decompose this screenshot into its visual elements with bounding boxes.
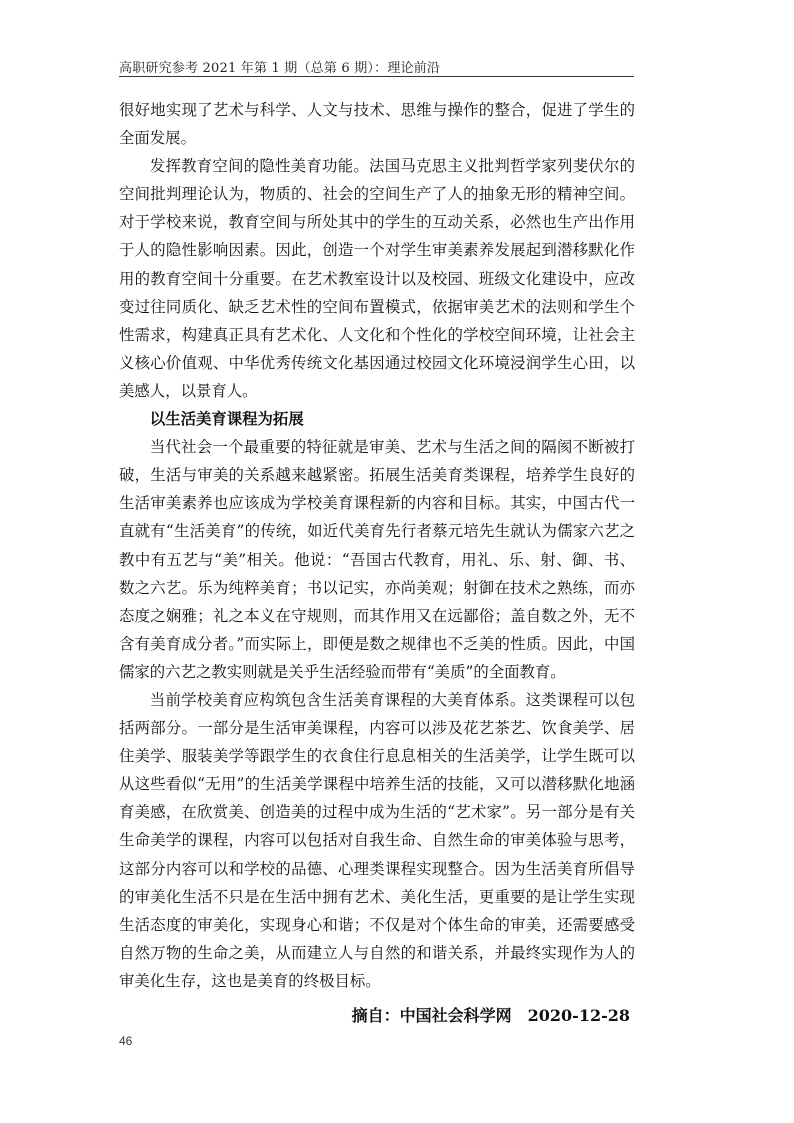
paragraph-life-aesthetics: 当代社会一个最重要的特征就是审美、艺术与生活之间的隔阂不断被打破，生活与审美的关系越来越紧密。拓展生活美育类课程，培养学生良好的生活审美素养也应该成为学校美育课程新的内容和目标。其实，中国古代一直就有“生活美育”的传统，如近代美育先行者蔡元培先生就认为儒家六艺之教中有五艺与“美”相关。他说：“吾国古代教育，用礼、乐、射、御、书、数之六艺。乐为纯粹美育；书以记实，亦尚美观；射御在技术之熟练，而亦态度之娴雅；礼之本义在守规则，而其作用又在远鄙俗；盖自数之外，无不含有美育成分者。”而实际上，即便是数之规律也不乏美的性质。因此，中国儒家的六艺之教实则就是关乎生活经验而带有“美质”的全面教育。: [119, 438, 635, 681]
paragraph-continued: 很好地实现了艺术与科学、人文与技术、思维与操作的整合，促进了学生的全面发展。: [119, 101, 635, 148]
article-body: [119, 96, 635, 995]
paragraph-curriculum-system: 当前学校美育应构筑包含生活美育课程的大美育体系。这类课程可以包括两部分。一部分是生活审美课程，内容可以涉及花艺茶艺、饮食美学、居住美学、服装美学等跟学生的衣食住行息息相关的生活美学，让学生既可以从这些看似“无用”的生活美学课程中培养生活的技能，又可以潜移默化地涵育美感，在欣赏美、创造美的过程中成为生活的“艺术家”。另一部分是有关生命美学的课程，内容可以包括对自我生命、自然生命的审美体验与思考，这部分内容可以和学校的品德、心理类课程实现整合。因为生活美育所倡导的审美化生活不只是在生活中拥有艺术、美化生活，更重要的是让学生实现生活态度的审美化，实现身心和谐；不仅是对个体生命的审美，还需要感受自然万物的生命之美，从而建立人与自然的和谐关系，并最终实现作为人的审美化生存，这也是美育的终极目标。: [119, 690, 635, 990]
header-divider: [119, 76, 634, 77]
page-number: 46: [119, 1034, 133, 1048]
paragraph-educational-space: 发挥教育空间的隐性美育功能。法国马克思主义批判哲学家列斐伏尔的空间批判理论认为，物质的、社会的空间生产了人的抽象无形的精神空间。对于学校来说，教育空间与所处其中的学生的互动关系，必然也生产出作用于人的隐性影响因素。因此，创造一个对学生审美素养发展起到潜移默化作用的教育空间十分重要。在艺术教室设计以及校园、班级文化建设中，应改变过往同质化、缺乏艺术性的空间布置模式，依据审美艺术的法则和学生个性需求，构建真正具有艺术化、人文化和个性化的学校空间环境，让社会主义核心价值观、中华优秀传统文化基因通过校园文化环境浸润学生心田，以美感人，以景育人。: [119, 157, 635, 400]
running-header: 高职研究参考 2021 年第 1 期（总第 6 期）：理论前沿: [119, 61, 441, 76]
source-citation: 摘自：中国社会科学网 2020-12-28: [351, 1006, 630, 1025]
section-heading: 以生活美育课程为拓展: [149, 410, 304, 429]
